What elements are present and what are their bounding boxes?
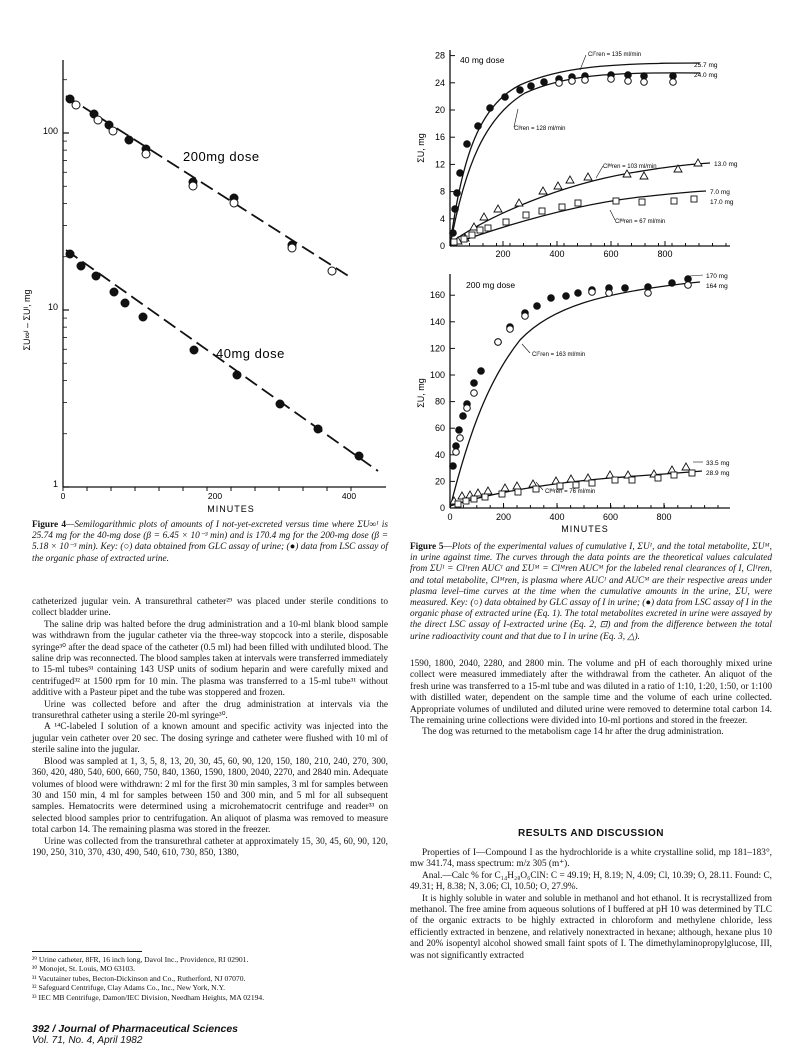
metabolite-direct-point: [589, 480, 595, 486]
glc-point: [589, 289, 596, 296]
metabolite-direct-point: [575, 200, 581, 206]
f5t-cl-i: Clᴵren = 128 ml/min: [514, 126, 566, 132]
fig4-label-40mg: 40mg dose: [216, 346, 285, 361]
lsc-point: [139, 313, 147, 321]
glc-point: [606, 290, 613, 297]
lsc-point: [457, 170, 464, 177]
end-arrows: [690, 275, 703, 462]
glc-point: [328, 267, 336, 275]
metabolite-direct-point: [639, 199, 645, 205]
glc-point: [72, 101, 80, 109]
fig4-xlabel: MINUTES: [207, 504, 255, 514]
metabolite-direct-point: [671, 472, 677, 478]
glc-point: [109, 127, 117, 135]
glc-point: [457, 435, 464, 442]
metabolite-diff-point: [515, 199, 523, 206]
footnote: ²⁹ Urine catheter, 8FR, 16 inch long, Davol Inc., Providence, RI 02901.: [32, 955, 249, 964]
metabolite-direct-point: [573, 482, 579, 488]
f5b-ylabel: ΣU, mg: [416, 378, 426, 408]
lsc-point: [450, 463, 457, 470]
y-tick-label: 24: [434, 77, 445, 88]
metabolite-direct-point: [471, 496, 477, 502]
glc-point: [464, 405, 471, 412]
figure-4-caption-label: Figure 4: [32, 520, 67, 530]
figure-5-caption: [410, 542, 772, 643]
curve-m2: [450, 191, 706, 245]
glc-point: [453, 449, 460, 456]
left-paragraph: Urine was collected from the transurethral catheter at approximately 15, 30, 45, 60, 90, 120, 190, 250, 310, 370, 430, 490, 540, 610, 730, 850, 1380,: [32, 836, 388, 858]
metabolite-direct-point: [482, 494, 488, 500]
glc-point: [230, 199, 238, 207]
left-paragraph: catheterized jugular vein. A transurethral catheter²⁹ was placed under sterile conditions to collect bladder urine.: [32, 597, 388, 619]
metabolite-diff-point: [566, 176, 574, 183]
x-tick-label: 400: [549, 249, 565, 259]
metabolite-direct-point: [469, 232, 475, 238]
figure-5-bottom-plot: [410, 268, 782, 536]
x-tick-label: 400: [549, 512, 565, 522]
lsc-point: [487, 105, 494, 112]
left-column-body: [32, 597, 388, 859]
f5b-end-2: 164 mg: [706, 283, 728, 290]
fig4-ytick-10: 10: [47, 302, 58, 312]
footnotes: [32, 955, 388, 1002]
x-tick-label: 200: [495, 249, 511, 259]
glc-point: [582, 77, 589, 84]
fig4-xtick-400: 400: [341, 491, 357, 501]
lsc-point: [66, 95, 74, 103]
right-column-body: [410, 659, 772, 739]
lsc-point: [77, 262, 85, 270]
y-tick-label: 0: [439, 503, 445, 513]
footnote: ³³ IEC MB Centrifuge, Damon/IEC Division, Needham Heights, MA 02194.: [32, 992, 265, 1002]
metabolite-diff-point: [567, 475, 575, 482]
metabolite-direct-point: [539, 208, 545, 214]
footnote: ³¹ Vacutainer tubes, Becton-Dickinson and Co., Rutherford, NJ 07070.: [32, 973, 246, 983]
y-tick-label: 0: [439, 241, 445, 251]
metabolite-direct-point: [463, 498, 469, 504]
f5t-end-1: 25.7 mg: [694, 62, 718, 69]
glc-point: [641, 79, 648, 86]
right-paragraph: The dog was returned to the metabolism cage 14 hr after the drug administration.: [422, 727, 724, 738]
glc-point: [685, 282, 692, 289]
metabolite-direct-point: [655, 475, 661, 481]
glc-point: [569, 78, 576, 85]
metabolite-diff-point: [474, 489, 482, 496]
lsc-point: [622, 285, 629, 292]
left-paragraph: Blood was sampled at 1, 3, 5, 8, 13, 20, 30, 45, 60, 90, 120, 150, 180, 210, 240, 270, 300, 360, 420, 480, 540, 600, 660, 750, 840, 1360, 1590, 1800, 2040, 2270, and 2840 min. Adequate volumes of blood were withdrawn: 2 ml for the first 30 min samples, 3 ml for samples between 30 and 150 min, 4 ml for samples between 150 and 300 min, and 5 ml for all subsequent samples. Hematocrits were determined using a microhematocrit centrifuge and reader³³ on selected blood samples prior to centrifugation. An aliquot of plasma was removed to measure total carbon 14. The remaining plasma was stored in the freezer.: [32, 756, 388, 836]
figure-5-caption-label: Figure 5: [410, 542, 444, 552]
f5b-xlabel: MINUTES: [561, 524, 609, 534]
lsc-point: [563, 293, 570, 300]
arrow-line: [690, 275, 703, 276]
lsc-point: [314, 425, 322, 433]
metabolite-diff-point: [539, 187, 547, 194]
f5t-dose-label: 40 mg dose: [460, 55, 505, 65]
journal-citation: 392 / Journal of Pharmaceutical Sciences: [32, 1023, 239, 1035]
f5t-cl-total: Clᵀren = 135 ml/min: [588, 52, 642, 58]
glc-point: [495, 339, 502, 346]
figure-4-caption: [32, 520, 388, 565]
glc-point: [189, 182, 197, 190]
metabolite-diff-point: [501, 484, 509, 491]
x-tick-label: 600: [603, 249, 619, 259]
metabolite-direct-point: [485, 225, 491, 231]
x-tick-label: 0: [447, 512, 453, 522]
lsc-point: [460, 413, 467, 420]
metabolite-direct-point: [613, 198, 619, 204]
lsc-point: [502, 94, 509, 101]
metabolite-direct-point: [691, 196, 697, 202]
lsc-point: [190, 346, 198, 354]
f5t-end-4: 7.0 mg: [710, 189, 730, 196]
y-tick-label: 40: [434, 449, 445, 460]
y-tick-label: 16: [434, 132, 445, 143]
lsc-point: [355, 452, 363, 460]
metabolite-diff-point: [694, 159, 702, 166]
metabolite-direct-point: [461, 236, 467, 242]
metabolite-diff-point: [513, 482, 521, 489]
metabolite-direct-point: [671, 198, 677, 204]
x-tick-label: 200: [495, 512, 512, 522]
footnote: ³² Safeguard Centrifuge, Clay Adams Co., Inc., New York, N.Y.: [32, 983, 225, 993]
metabolite-direct-point: [689, 470, 695, 476]
f5b-end-1: 170 mg: [706, 273, 728, 280]
f5t-cl-m1: Clᴹren = 103 ml/min: [603, 164, 657, 170]
lsc-point: [121, 299, 129, 307]
lsc-point: [92, 272, 100, 280]
glc-point: [471, 390, 478, 397]
metabolite-diff-point: [480, 213, 488, 220]
metabolite-direct-point: [612, 477, 618, 483]
metabolite-diff-point: [494, 205, 502, 212]
glc-point: [288, 244, 296, 252]
left-paragraph: Urine was collected before and after the drug administration at intervals via the transurethral catheter using a sterile 20-ml syringe³⁰.: [32, 699, 388, 722]
lsc-point: [456, 427, 463, 434]
lsc-point: [471, 380, 478, 387]
glc-point: [522, 313, 529, 320]
f5t-end-2: 24.0 mg: [694, 72, 718, 79]
glc-point: [608, 76, 615, 83]
results-paragraph: It is highly soluble in water and soluble in methanol and hot ethanol. It is recrystallized from methanol. The free amine from aqueous solutions of I buffered at pH 10 was determined by TLC of the organic extracts to be highly extracted in chloroform and methylene chloride, less efficiently extracted in benzene, and relatively nonextracted in hexane; although, hexane plus 10 and 20% isopentyl alcohol showed small faint spots of I. The dimethylaminopropylglucose, III, was not significantly extracted: [410, 893, 772, 961]
metabolite-direct-point: [523, 212, 529, 218]
lsc-point: [276, 400, 284, 408]
page-footer: [32, 1023, 238, 1046]
lsc-point: [125, 136, 133, 144]
glc-point: [625, 78, 632, 85]
lsc-point: [669, 280, 676, 287]
y-tick-label: 80: [434, 396, 445, 407]
lsc-point: [548, 295, 555, 302]
y-tick-label: 100: [429, 370, 445, 380]
fig4-ytick-1: 1: [52, 479, 58, 489]
lsc-point: [517, 87, 524, 94]
lsc-point: [464, 141, 471, 148]
glc-point: [670, 79, 677, 86]
results-paragraph: Properties of I—Compound I as the hydrochloride is a white crystalline solid, mp 181–183°, mw 341.74, mass spectrum: m/z 305 (m⁺).: [410, 848, 772, 870]
glc-point: [507, 326, 514, 333]
y-tick-label: 120: [429, 343, 445, 354]
lsc-point: [454, 190, 461, 197]
lsc-point: [110, 288, 118, 296]
glc-point: [94, 116, 102, 124]
footnote: ³⁰ Monojet, St. Louis, MO 63103.: [32, 964, 135, 974]
left-paragraph: The saline drip was halted before the drug administration and a 10-ml blank blood sample was withdrawn from the jugular catheter via the three-way stopcock into a sterile, disposable syringe³⁰ after the dead space of the catheter (0.5 ml) had been filled with undiluted blood. The saline drip was reconnected. The blood samples taken at intervals were transferred immediately to 15-ml tubes³¹ containing 143 USP units of sodium heparin and were carefully mixed and centrifuged³² at 1500 rpm for 10 min. The plasma was transferred to a 15-ml tube³¹ without additive with a Pasteur pipet and the tube was stoppered and frozen.: [32, 619, 388, 699]
figure-4-plot: [18, 50, 388, 515]
footnote-rule: [32, 951, 142, 952]
figure-4-caption-text: —Semilogarithmic plots of amounts of I not-yet-excreted versus time where ΣU∞ᴵ is 25.74 mg for the 40-mg dose (β = 6.45 × 10⁻³ min) and is 170.4 mg for the 200-mg dose (β = 5.18 × 10⁻³ min). Key: (○) data obtained from GLC assay of urine; (●) data from LSC assay of the organic phase of extracted urine.: [32, 520, 388, 564]
figure-5-top-plot: [410, 45, 782, 260]
f5t-end-3: 13.0 mg: [714, 161, 738, 168]
f5b-dose-label: 200 mg dose: [466, 280, 516, 290]
metabolite-direct-point: [451, 239, 457, 245]
f5t-ylabel: ΣU, mg: [416, 133, 426, 163]
lsc-point: [475, 123, 482, 130]
x-tick-label: 800: [656, 512, 672, 522]
lsc-point: [66, 250, 74, 258]
metabolite-diff-point: [640, 172, 648, 179]
f5b-end-3: 33.5 mg: [706, 460, 730, 467]
lsc-point: [534, 303, 541, 310]
lsc-point: [541, 79, 548, 86]
metabolite-direct-point: [559, 204, 565, 210]
fig4-ylabel: ΣU∞ᴵ – ΣUᴵ, mg: [22, 289, 32, 351]
y-tick-label: 20: [434, 105, 445, 115]
lsc-point: [478, 368, 485, 375]
glc-point: [142, 150, 150, 158]
x-tick-label: 800: [657, 249, 673, 259]
fig4-label-200mg: 200mg dose: [183, 149, 260, 164]
lsc-point: [528, 83, 535, 90]
left-paragraph: A ¹⁴C-labeled I solution of a known amount and specific activity was injected into the jugular vein catheter over 20 sec. The dosing syringe and catheter were flushed with 10 ml of sterile saline into the jugular.: [32, 722, 388, 756]
metabolite-direct-point: [503, 219, 509, 225]
metabolite-diff-point: [554, 182, 562, 189]
results-heading: RESULTS AND DISCUSSION: [517, 828, 664, 839]
results-body: [410, 848, 772, 962]
metabolite-diff-point: [584, 173, 592, 180]
figure-5-caption-text: —Plots of the experimental values of cumulative I, ΣUᴵ, and the total metabolite, ΣUᴹ, in urine against time. The curves through the data points are the theoretical values calculated from ΣUᴵ = Clᴵren AUCᴵ and ΣUᴹ = Clᴹren AUCᴹ for the labeled renal clearances of I, Clᴵren, and total metabolite, Clᴹren, is plasma where AUCᴵ and AUCᴹ are their respective areas under plasma level–time curves at the time when the cumulative amounts in the urine, ΣU, were measured. Key: (○) data obtained by GLC assay of I in urine; (●) data from LSC assay of I in the organic phase of extracted urine (Eq. 1). The total metabolites excreted in urine were assayed by the direct LSC assay of I-extracted urine (Eq. 2, ⊡) and from the difference between the total urine radioactivity count and that due to I in urine (Eq. 3, △).: [410, 542, 773, 642]
metabolite-direct-point: [455, 501, 461, 507]
metabolite-diff-point: [682, 463, 690, 470]
metabolite-direct-point: [477, 227, 483, 233]
right-paragraph: 1590, 1800, 2040, 2280, and 2800 min. The volume and pH of each thoroughly mixed urine collect were measured immediately after the withdrawal from the catheter. An aliquot of the fresh urine was transferred to a 15-ml tube and was diluted in a ratio of 1:10, 1:20, 1:50, or 1:100 with distilled water, dependent on the sample time and the volume of each urine collected. Appropriate volumes of undiluted and diluted urine were removed to determine total carbon 14. The remaining urine collections were divided into 10-ml portions and stored in the freezer.: [410, 659, 772, 727]
metabolite-direct-point: [515, 489, 521, 495]
fig4-xtick-0: 0: [60, 491, 66, 501]
lsc-point: [450, 230, 457, 237]
f5b-cl-total: Clᵀren = 163 ml/min: [532, 352, 586, 358]
glc-point: [645, 290, 652, 297]
metabolite-direct-point: [533, 486, 539, 492]
y-tick-label: 12: [434, 159, 445, 170]
y-tick-label: 4: [439, 213, 445, 224]
f5b-cl-m: Clᴹren = 76 ml/min: [545, 489, 596, 495]
y-tick-label: 28: [434, 50, 445, 61]
y-tick-label: 140: [429, 316, 445, 327]
metabolite-direct-point: [499, 491, 505, 497]
metabolite-direct-point: [629, 477, 635, 483]
lsc-point: [233, 371, 241, 379]
y-tick-label: 160: [429, 290, 445, 301]
lsc-point: [575, 290, 582, 297]
fig4-ytick-100: 100: [42, 126, 58, 136]
y-tick-label: 60: [434, 423, 445, 434]
f5t-cl-m2: Clᴹren = 67 ml/min: [615, 219, 666, 225]
glc-point: [556, 80, 563, 87]
volume-citation: Vol. 71, No. 4, April 1982: [32, 1035, 143, 1046]
y-tick-label: 8: [439, 186, 445, 197]
results-paragraph: Anal.—Calc % for C₁₄H₂₈O₆ClN: C = 49.19; H, 8.19; N, 4.09; Cl, 10.39; O, 28.11. Found: C, 49.31; H, 8.38; N, 3.06; Cl, 10.50; O, 27.9%.: [410, 870, 772, 893]
metabolite-diff-point: [484, 487, 492, 494]
fig4-xtick-200: 200: [207, 491, 223, 501]
f5t-end-5: 17.0 mg: [710, 199, 734, 206]
x-tick-label: 600: [602, 512, 619, 522]
f5b-end-4: 28.9 mg: [706, 470, 730, 477]
y-tick-label: 20: [434, 476, 445, 487]
lsc-point: [452, 206, 459, 213]
